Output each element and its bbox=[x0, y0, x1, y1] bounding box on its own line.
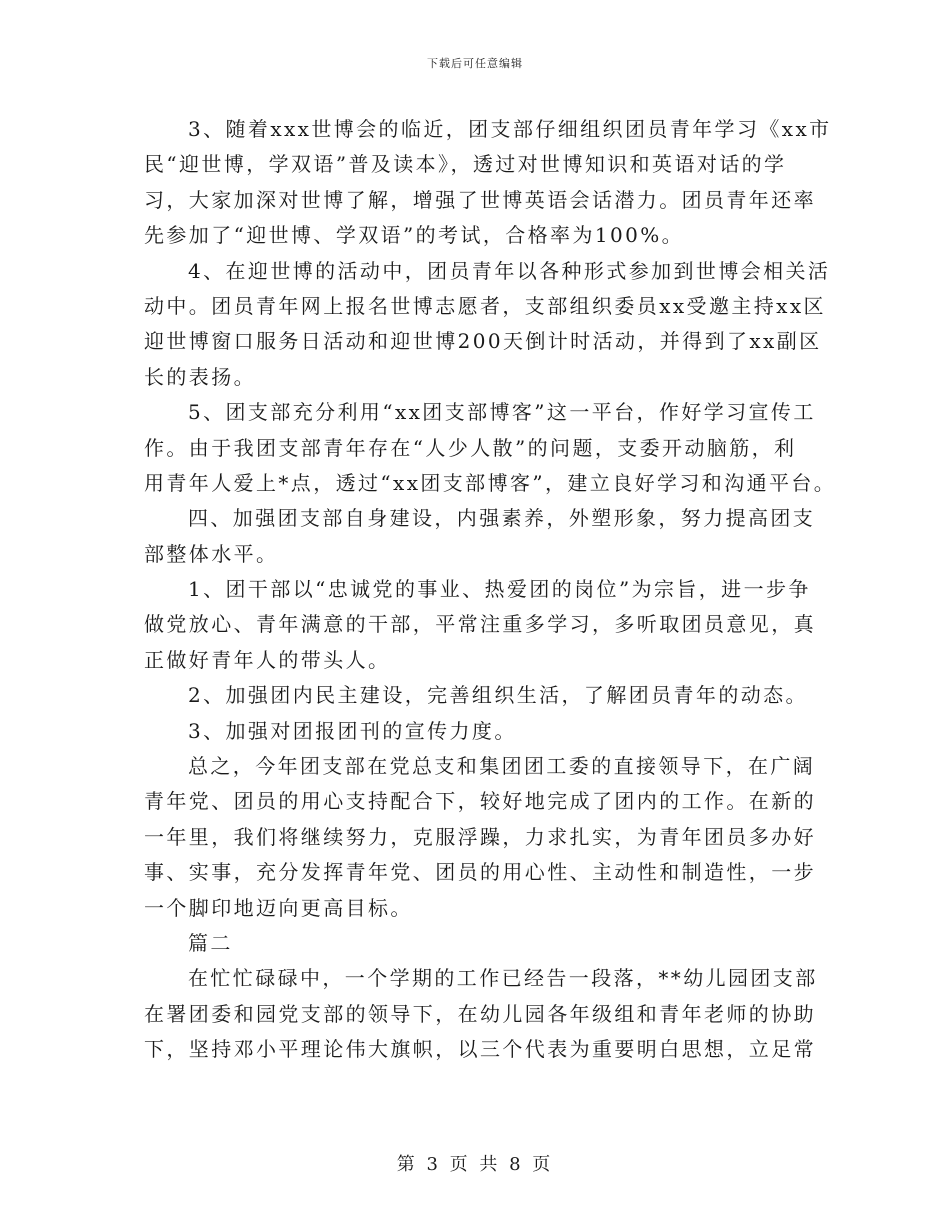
text-line: 在署团委和园党支部的领导下，在幼儿园各年级组和青年老师的协助 bbox=[144, 1001, 816, 1026]
document-body bbox=[144, 112, 837, 1068]
text-line: 下，坚持邓小平理论伟大旗帜，以三个代表为重要明白思想，立足常 bbox=[144, 1037, 816, 1062]
text-line: 2、加强团内民主建设，完善组织生活，了解团员青年的动态。 bbox=[188, 683, 808, 708]
text-line: 习，大家加深对世博了解，增强了世博英语会话潜力。团员青年还率 bbox=[144, 187, 816, 212]
text-line: 用青年人爱上*点，透过“xx团支部博客”，建立良好学习和沟通平台。 bbox=[144, 470, 837, 495]
text-line: 一年里，我们将继续努力，克服浮躁，力求扎实，为青年团员多办好 bbox=[144, 824, 816, 849]
text-line: 篇二 bbox=[188, 930, 233, 955]
header-note: 下载后可任意编辑 bbox=[427, 57, 523, 70]
text-line: 长的表扬。 bbox=[144, 364, 256, 389]
text-line: 做党放心、青年满意的干部，平常注重多学习，多听取团员意见，真 bbox=[144, 612, 816, 637]
text-line: 在忙忙碌碌中，一个学期的工作已经告一段落，**幼儿园团支部 bbox=[188, 966, 818, 991]
text-line: 先参加了“迎世博、学双语”的考试，合格率为100%。 bbox=[144, 223, 685, 248]
text-line: 总之，今年团支部在党总支和集团团工委的直接领导下，在广阔 bbox=[188, 754, 816, 779]
text-line: 5、团支部充分利用“xx团支部博客”这一平台，作好学习宣传工 bbox=[188, 400, 816, 425]
page-number: 第 3 页 共 8 页 bbox=[396, 1154, 554, 1175]
text-line: 四、加强团支部自身建设，内强素养，外塑形象，努力提高团支 bbox=[188, 506, 816, 531]
text-line: 正做好青年人的带头人。 bbox=[144, 647, 391, 672]
text-line: 动中。团员青年网上报名世博志愿者，支部组织委员xx受邀主持xx区 bbox=[144, 293, 826, 318]
text-line: 一个脚印地迈向更高目标。 bbox=[144, 895, 413, 920]
text-line: 事、实事，充分发挥青年党、团员的用心性、主动性和制造性，一步 bbox=[144, 860, 816, 885]
text-line: 青年党、团员的用心支持配合下，较好地完成了团内的工作。在新的 bbox=[144, 789, 816, 814]
text-line: 作。由于我团支部青年存在“人少人散”的问题，支委开动脑筋，利 bbox=[144, 435, 797, 460]
text-line: 3、随着xxx世博会的临近，团支部仔细组织团员青年学习《xx市 bbox=[188, 117, 832, 141]
text-line: 3、加强对团报团刊的宣传力度。 bbox=[188, 718, 517, 743]
text-line: 迎世博窗口服务日活动和迎世博200天倒计时活动，并得到了xx副区 bbox=[144, 329, 822, 354]
text-line: 民“迎世博，学双语”普及读本》，透过对世博知识和英语对话的学 bbox=[144, 152, 787, 177]
text-line: 1、团干部以“忠诚党的事业、热爱团的岗位”为宗旨，进一步争 bbox=[188, 577, 811, 602]
text-line: 4、在迎世博的活动中，团员青年以各种形式参加到世博会相关活 bbox=[188, 258, 831, 283]
text-line: 部整体水平。 bbox=[144, 541, 279, 566]
